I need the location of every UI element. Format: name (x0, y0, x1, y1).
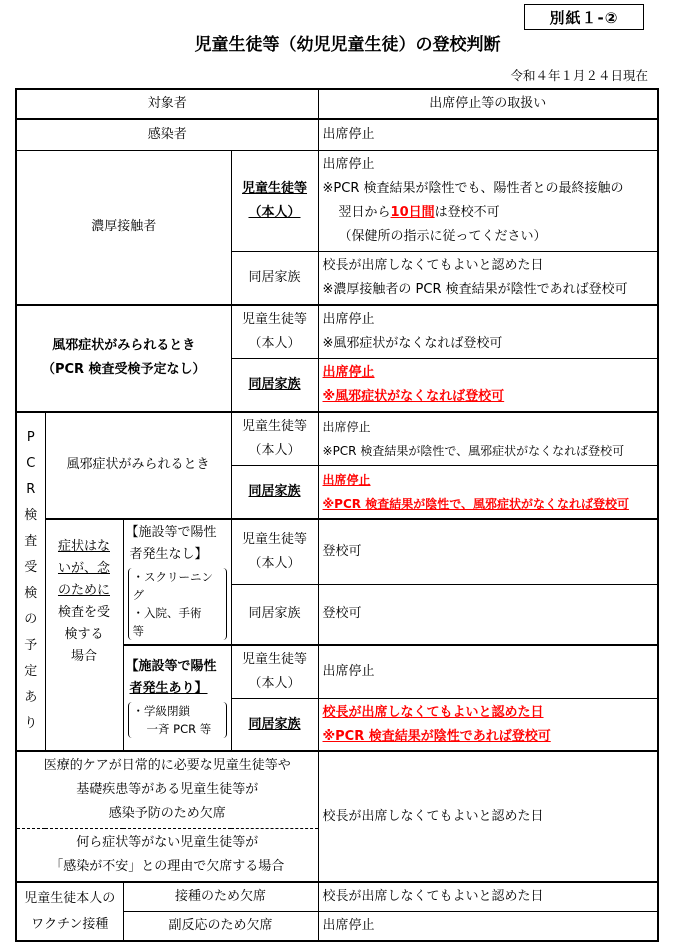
medical-care-label: 医療的ケアが日常的に必要な児童生徒等や 基礎疾患等がある児童生徒等が 感染予防のため欠席 (16, 751, 318, 829)
cold-no-pcr-family-label: 同居家族 (231, 358, 318, 412)
close-contact-self-label: 児童生徒等 （本人） (231, 150, 318, 251)
close-contact-family-label: 同居家族 (231, 251, 318, 305)
pcr-cold-label: 風邪症状がみられるとき (45, 412, 231, 519)
vaccine-row2-label: 副反応のため欠席 (123, 912, 318, 942)
attendance-table (15, 88, 659, 942)
facility-yes-self-label: 児童生徒等 （本人） (231, 645, 318, 699)
pcr-no-symptom-label: 症状はな いが、念 のために 検査を受 検する 場合 (45, 519, 123, 752)
pcr-cold-self-label: 児童生徒等 （本人） (231, 412, 318, 466)
vaccine-row1-handling: 校長が出席しなくてもよいと認めた日 (318, 882, 658, 912)
vaccine-row2-handling: 出席停止 (318, 912, 658, 942)
cold-no-pcr-self-label: 児童生徒等 （本人） (231, 305, 318, 359)
pcr-cold-self-handling: 出席停止 ※PCR 検査結果が陰性で、風邪症状がなくなれば登校可 (318, 412, 658, 466)
facility-none-self-label: 児童生徒等 （本人） (231, 519, 318, 585)
facility-yes-examples: ・学級閉鎖 一斉 PCR 等 (128, 702, 227, 738)
header-handling: 出席停止等の取扱い (318, 89, 658, 119)
close-contact-label: 濃厚接触者 (16, 150, 231, 305)
close-contact-family-handling: 校長が出席しなくてもよいと認めた日 ※濃厚接触者の PCR 検査結果が陰性であれば登校可 (318, 251, 658, 305)
header-target: 対象者 (16, 89, 318, 119)
facility-none-examples: ・スクリーニング ・入院、手術 等 (128, 568, 227, 640)
pcr-cold-family-handling: 出席停止 ※PCR 検査結果が陰性で、風邪症状がなくなれば登校可 (318, 465, 658, 519)
infected-label: 感染者 (16, 119, 318, 150)
page-title: 児童生徒等（幼児児童生徒）の登校判断 (194, 35, 501, 55)
facility-yes-self-handling: 出席停止 (318, 645, 658, 699)
facility-none-cell: 【施設等で陽性 者発生なし】 ・スクリーニング ・入院、手術 等 (123, 519, 231, 645)
ten-days-highlight: 10日間 (390, 204, 435, 220)
facility-yes-cell: 【施設等で陽性 者発生あり】 ・学級閉鎖 一斉 PCR 等 (123, 645, 231, 752)
cold-no-pcr-family-handling: 出席停止 ※風邪症状がなくなれば登校可 (318, 358, 658, 412)
infected-value: 出席停止 (318, 119, 658, 150)
facility-yes-family-handling: 校長が出席しなくてもよいと認めた日 ※PCR 検査結果が陰性であれば登校可 (318, 698, 658, 751)
pcr-cold-family-label: 同居家族 (231, 465, 318, 519)
cold-no-pcr-self-handling: 出席停止 ※風邪症状がなくなれば登校可 (318, 305, 658, 359)
attachment-badge: 別紙１-② (524, 4, 644, 30)
date-note: 令和４年１月２４日現在 (510, 68, 648, 83)
facility-none-self-handling: 登校可 (318, 519, 658, 585)
vaccine-label: 児童生徒本人の ワクチン接種 (16, 882, 123, 941)
pcr-scheduled-vertical-label: P C R 検 査 受 検 の 予 定 あ り (16, 412, 45, 752)
cold-no-pcr-label: 風邪症状がみられるとき （PCR 検査受検予定なし） (16, 305, 231, 412)
vaccine-row1-label: 接種のため欠席 (123, 882, 318, 912)
close-contact-self-handling: 出席停止 ※PCR 検査結果が陰性でも、陽性者との最終接触の 翌日から10日間は登校不可 （保健所の指示に従ってください） (318, 150, 658, 251)
facility-yes-family-label: 同居家族 (231, 698, 318, 751)
anxiety-absence-label: 何ら症状等がない児童生徒等が 「感染が不安」との理由で欠席する場合 (16, 829, 318, 883)
facility-none-family-handling: 登校可 (318, 584, 658, 644)
facility-none-family-label: 同居家族 (231, 584, 318, 644)
medical-care-handling: 校長が出席しなくてもよいと認めた日 (318, 751, 658, 882)
